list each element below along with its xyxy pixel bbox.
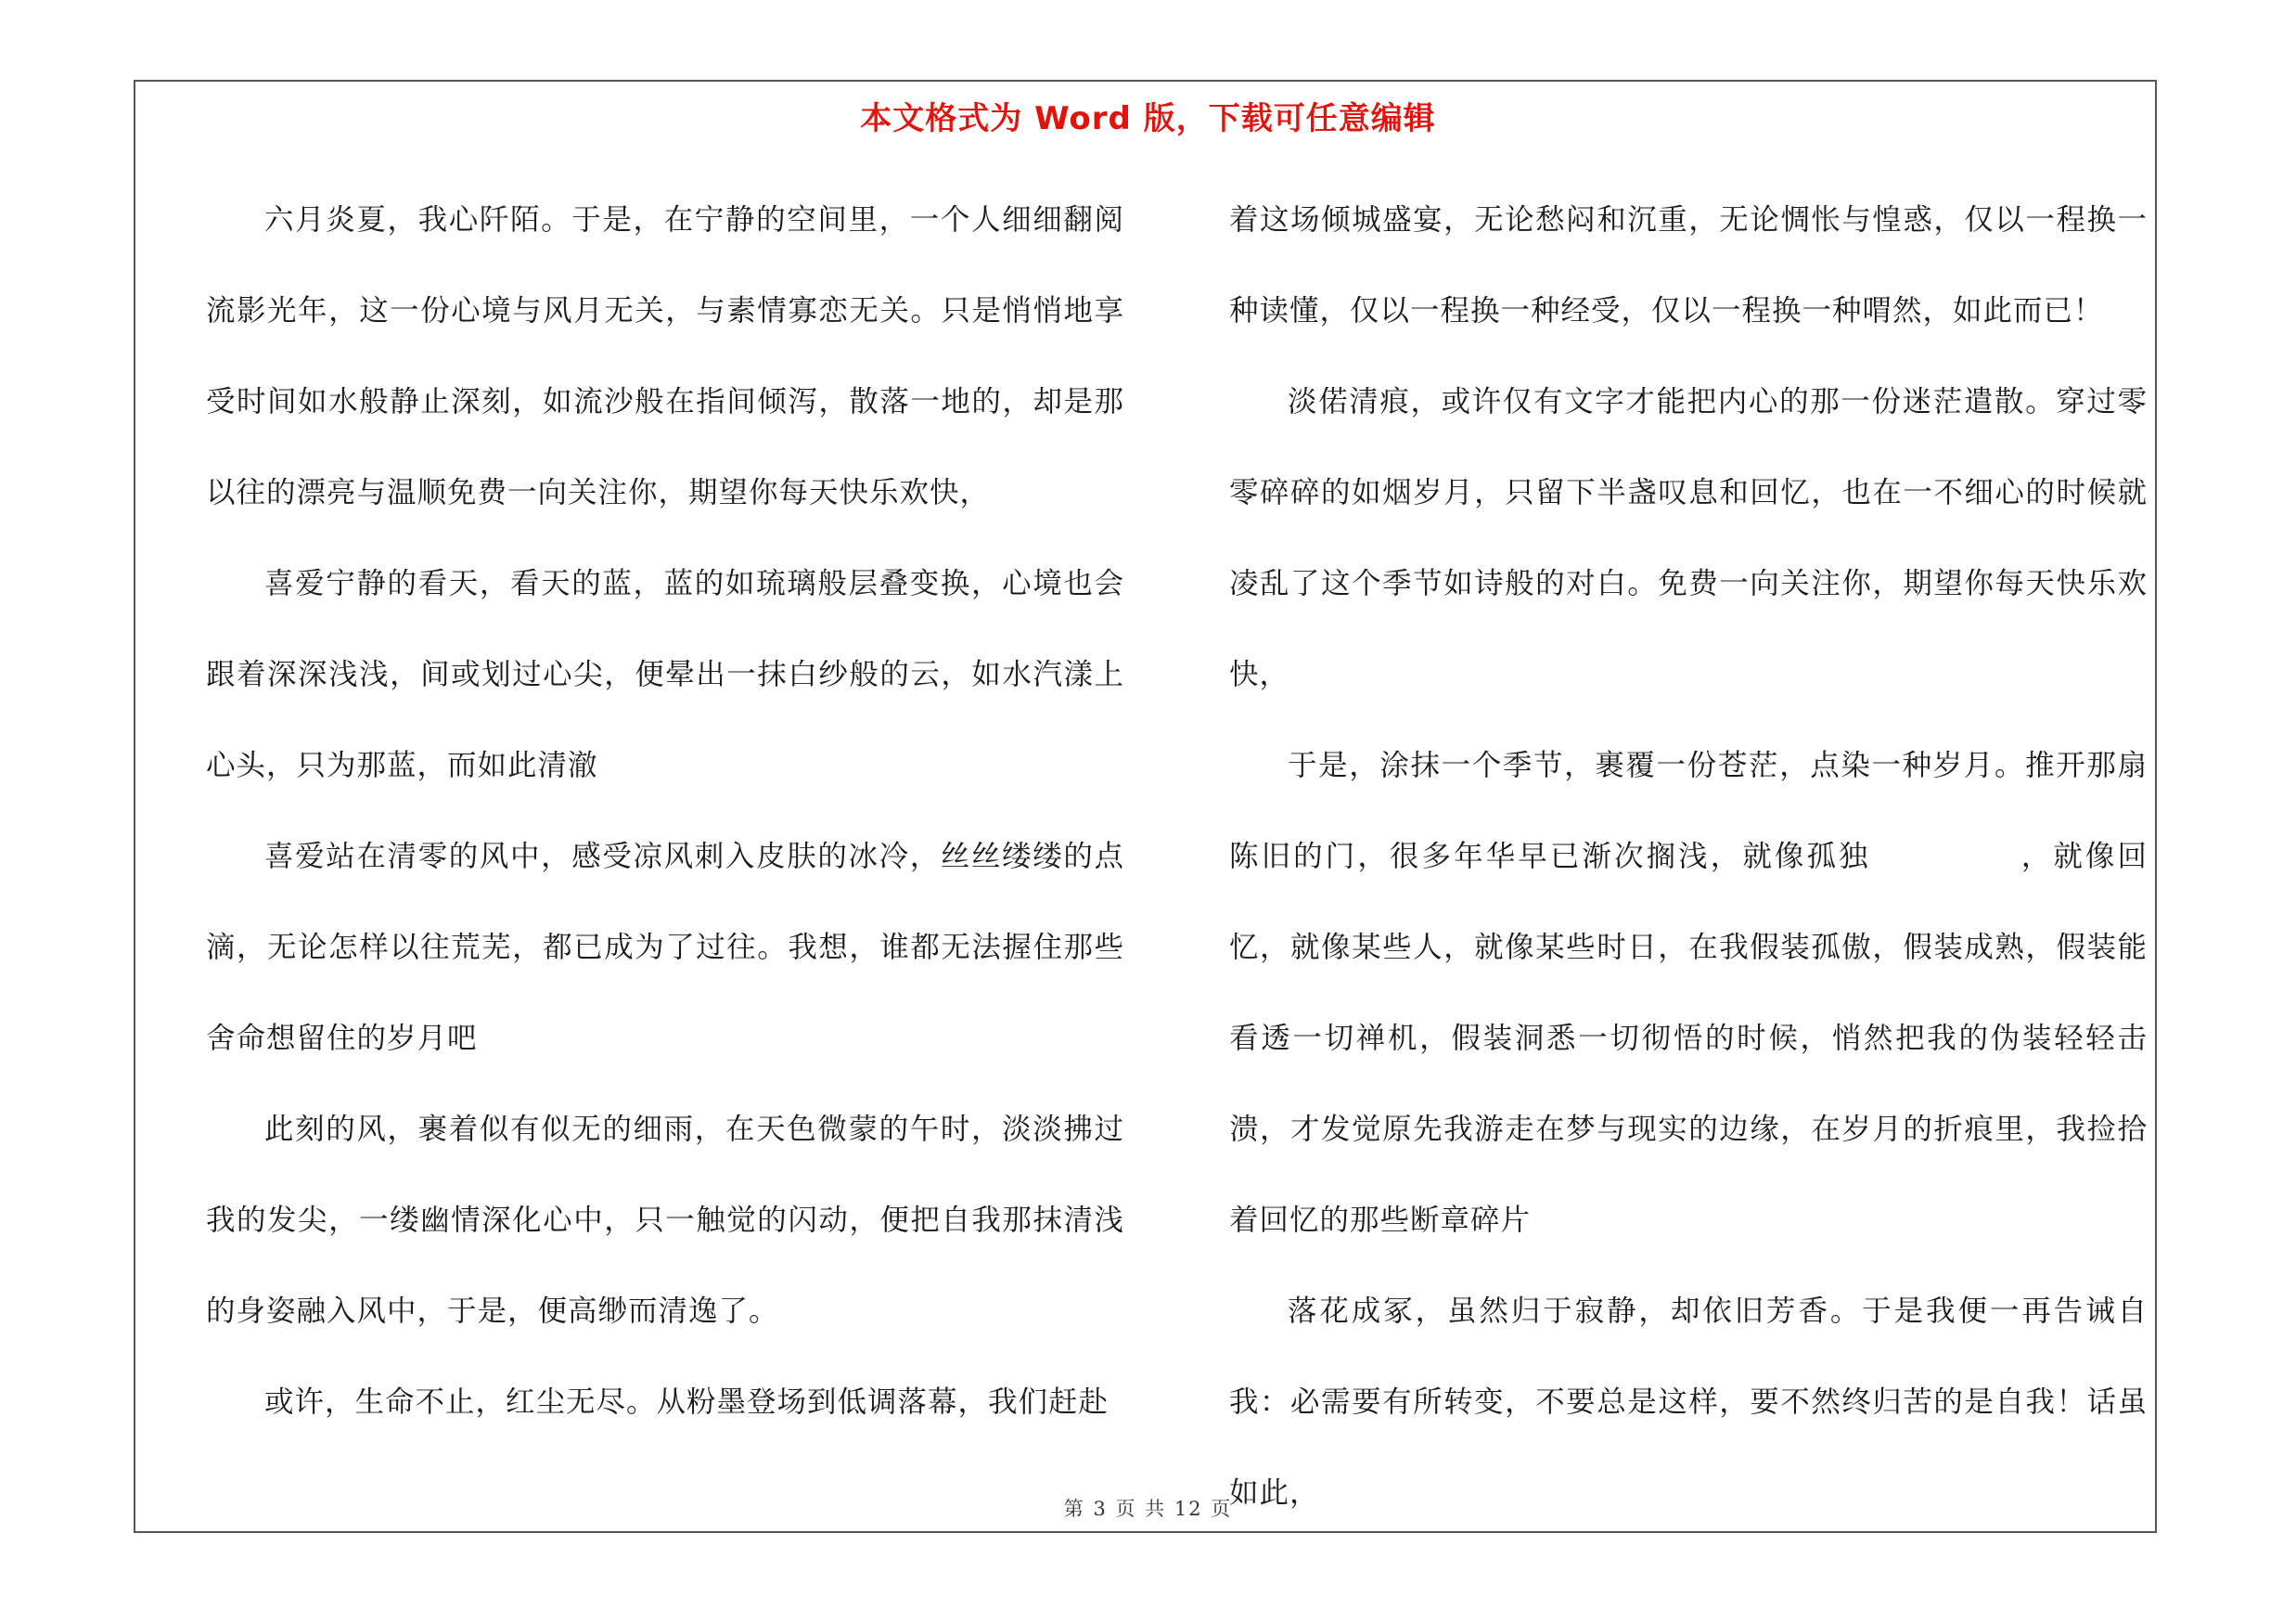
word-format-banner: 本文格式为 Word 版，下载可任意编辑 [860, 100, 1436, 137]
right-column [1229, 174, 2148, 1539]
paragraph-text-after-gap: ，就像回忆，就像某些人，就像某些时日，在我假装孤傲，假装成熟，假装能看透一切禅机，假装洞悉一切彻悟的时候，悄然把我的伪装轻轻击溃，才发觉原先我游走在梦与现实的边缘，在岁月的折痕里，我捡拾着回忆的那些断章碎片 [1229, 840, 2148, 1237]
paragraph: 或许，生命不止，红尘无尽。从粉墨登场到低调落幕，我们赶赴 [264, 1385, 1110, 1419]
left-column [206, 174, 1124, 1448]
paragraph-continuation: 着这场倾城盛宴，无论愁闷和沉重，无论惆怅与惶惑，仅以一程换一种读懂，仅以一程换一种经受，仅以一程换一种喟然，如此而已！ [1229, 203, 2148, 328]
paragraph: 六月炎夏，我心阡陌。于是，在宁静的空间里，一个人细细翻阅流影光年，这一份心境与风月无关，与素情寡恋无关。只是悄悄地享受时间如水般静止深刻，如流沙般在指间倾泻，散落一地的，却是那以往的漂亮与温顺免费一向关注你，期望你每天快乐欢快， [206, 203, 1124, 509]
paragraph-text-before-gap: 于是，涂抹一个季节，裹覆一份苍茫，点染一种岁月。推开那扇陈旧的门，很多年华早已渐次搁浅，就像孤独 [1229, 749, 2148, 873]
paragraph: 喜爱宁静的看天，看天的蓝，蓝的如琉璃般层叠变换，心境也会跟着深深浅浅，间或划过心尖，便晕出一抹白纱般的云，如水汽漾上心头，只为那蓝，而如此清澈 [206, 567, 1124, 782]
page-number: 第 3 页 共 12 页 [1063, 1498, 1233, 1520]
paragraph: 落花成冢，虽然归于寂静，却依旧芳香。于是我便一再告诫自我：必需要有所转变，不要总是这样，要不然终归苦的是自我！话虽如此， [1229, 1295, 2148, 1510]
paragraph: 淡偌清痕，或许仅有文字才能把内心的那一份迷茫遣散。穿过零零碎碎的如烟岁月，只留下半盏叹息和回忆，也在一不细心的时候就凌乱了这个季节如诗般的对白。免费一向关注你，期望你每天快乐欢快， [1229, 385, 2148, 691]
paragraph: 此刻的风，裹着似有似无的细雨，在天色微蒙的午时，淡淡拂过我的发尖，一缕幽情深化心中，只一触觉的闪动，便把自我那抹清浅的身姿融入风中，于是，便高缈而清逸了。 [206, 1113, 1124, 1328]
paragraph-with-gap [1229, 720, 2148, 1266]
paragraph: 喜爱站在清零的风中，感受凉风刺入皮肤的冰冷，丝丝缕缕的点滴，无论怎样以往荒芜，都已成为了过往。我想，谁都无法握住那些舍命想留住的岁月吧 [206, 840, 1124, 1055]
